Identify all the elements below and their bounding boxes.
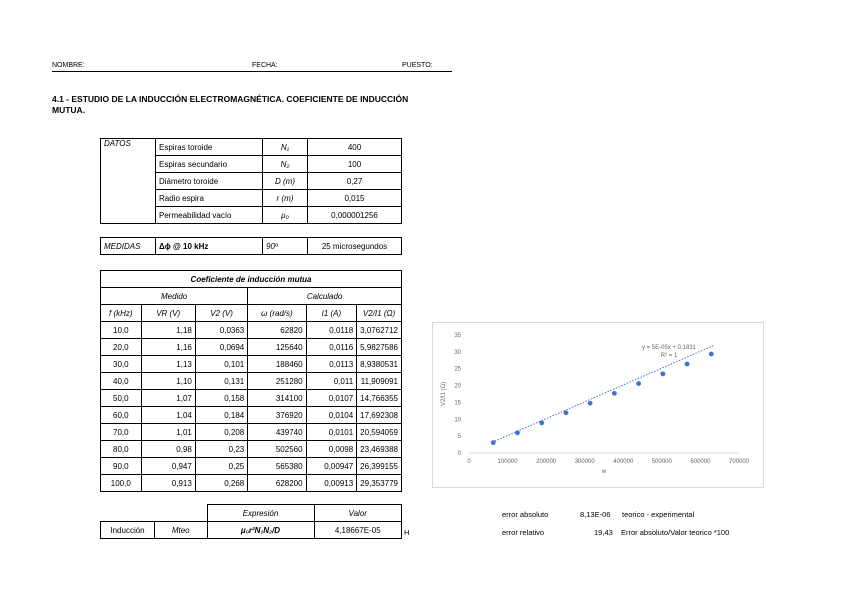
datos-row	[101, 139, 402, 156]
table-row	[101, 441, 402, 458]
datos-name: Radio espira	[156, 190, 263, 207]
table-cell: 188460	[248, 356, 306, 373]
unit-h: H	[404, 528, 410, 537]
table-cell: 0,0098	[306, 441, 357, 458]
table-cell: 0,0363	[195, 322, 247, 339]
datos-symbol: μ₀	[263, 207, 308, 224]
table-cell: 0,0104	[306, 407, 357, 424]
table-cell: 0,0694	[195, 339, 247, 356]
table-cell: 50,0	[101, 390, 142, 407]
datos-symbol: D (m)	[263, 173, 308, 190]
table-cell: 0,158	[195, 390, 247, 407]
section-title: 4.1 - ESTUDIO DE LA INDUCCIÓN ELECTROMAGNÉTICA. COEFICIENTE DE INDUCCIÓN MUTUA.	[52, 94, 409, 115]
coef-col-header: VR (V)	[141, 305, 195, 322]
table-cell: 29,353779	[357, 475, 402, 492]
medidas-label: MEDIDAS	[101, 238, 156, 255]
x-tick-label: 500000	[651, 459, 672, 465]
table-cell: 1,18	[141, 322, 195, 339]
datos-value: 0,015	[308, 190, 402, 207]
table-row	[101, 458, 402, 475]
table-cell: 0,913	[141, 475, 195, 492]
table-cell: 1,04	[141, 407, 195, 424]
fecha-label: FECHA:	[252, 62, 278, 69]
error-rel-value: 19,43	[594, 528, 613, 537]
error-rel-label: error relativo	[502, 528, 545, 537]
table-cell: 0,101	[195, 356, 247, 373]
header-line	[52, 62, 452, 72]
coef-calculado: Calculado	[248, 288, 402, 305]
table-row	[101, 373, 402, 390]
table-cell: 90,0	[101, 458, 142, 475]
table-cell: 314100	[248, 390, 306, 407]
scatter-chart	[433, 323, 763, 487]
x-axis-label: w	[601, 469, 607, 475]
nombre-label: NOMBRE:	[52, 62, 85, 69]
expr-formula: μ₀r²N₁N₂/D	[207, 522, 314, 539]
table-cell: 0,0118	[306, 322, 357, 339]
error-rel-note: Error absoluto/Valor teorico *100	[621, 528, 730, 537]
trend-r2: R² = 1	[660, 353, 678, 359]
value-head: Valor	[314, 505, 402, 522]
y-tick-label: 30	[454, 349, 461, 356]
datos-symbol: N₂	[263, 156, 308, 173]
table-cell: 30,0	[101, 356, 142, 373]
data-point	[685, 362, 690, 367]
data-point	[709, 352, 714, 357]
data-point	[539, 420, 544, 425]
table-cell: 1,10	[141, 373, 195, 390]
table-cell: 17,692308	[357, 407, 402, 424]
table-cell: 0,0101	[306, 424, 357, 441]
table-cell: 0,0107	[306, 390, 357, 407]
datos-name: Espiras toroide	[156, 139, 263, 156]
data-point	[612, 391, 617, 396]
datos-value: 100	[308, 156, 402, 173]
datos-label: DATOS	[101, 139, 156, 224]
medidas-table	[100, 237, 402, 255]
mteo-symbol: Mteo	[155, 522, 208, 539]
medidas-deg: 90º	[263, 238, 308, 255]
table-cell: 0,0116	[306, 339, 357, 356]
datos-name: Diámetro toroide	[156, 173, 263, 190]
chart-container	[432, 322, 764, 488]
table-row	[101, 356, 402, 373]
table-cell: 80,0	[101, 441, 142, 458]
x-tick-label: 700000	[728, 459, 750, 465]
table-cell: 439740	[248, 424, 306, 441]
expr-head: Expresión	[207, 505, 314, 522]
table-cell: 0,131	[195, 373, 247, 390]
table-cell: 0,00913	[306, 475, 357, 492]
table-cell: 0,0113	[306, 356, 357, 373]
table-cell: 20,0	[101, 339, 142, 356]
datos-value: 400	[308, 139, 402, 156]
table-cell: 1,13	[141, 356, 195, 373]
coef-col-header: V2 (V)	[195, 305, 247, 322]
table-row	[101, 390, 402, 407]
x-tick-label: 200000	[536, 459, 557, 465]
table-cell: 0,268	[195, 475, 247, 492]
x-tick-label: 0	[467, 459, 471, 465]
table-cell: 1,07	[141, 390, 195, 407]
table-cell: 0,208	[195, 424, 247, 441]
table-row	[101, 424, 402, 441]
table-cell: 10,0	[101, 322, 142, 339]
y-tick-label: 35	[454, 333, 461, 339]
data-point	[636, 381, 641, 386]
medidas-time: 25 microsegundos	[308, 238, 402, 255]
y-tick-label: 25	[454, 366, 461, 373]
table-cell: 62820	[248, 322, 306, 339]
table-row	[101, 407, 402, 424]
table-cell: 376920	[248, 407, 306, 424]
table-cell: 125640	[248, 339, 306, 356]
table-cell: 11,909091	[357, 373, 402, 390]
table-cell: 0,184	[195, 407, 247, 424]
table-cell: 0,23	[195, 441, 247, 458]
table-cell: 0,947	[141, 458, 195, 475]
datos-name: Permeabilidad vacío	[156, 207, 263, 224]
coef-col-header: f (kHz)	[101, 305, 142, 322]
trend-equation: y = 5E-05x + 0,1831	[641, 345, 697, 351]
table-cell: 3,0762712	[357, 322, 402, 339]
coef-title: Coeficiente de inducción mutua	[101, 271, 402, 288]
datos-symbol: N₁	[263, 139, 308, 156]
table-row	[101, 475, 402, 492]
table-cell: 1,01	[141, 424, 195, 441]
table-cell: 565380	[248, 458, 306, 475]
datos-name: Espiras secundario	[156, 156, 263, 173]
table-cell: 5,9827586	[357, 339, 402, 356]
table-cell: 502560	[248, 441, 306, 458]
coef-col-header: V2/I1 (Ω)	[357, 305, 402, 322]
table-cell: 1,16	[141, 339, 195, 356]
table-cell: 0,98	[141, 441, 195, 458]
datos-value: 0,27	[308, 173, 402, 190]
expr-table	[100, 504, 402, 539]
x-tick-label: 600000	[690, 459, 711, 465]
table-cell: 60,0	[101, 407, 142, 424]
error-abs-note: teorico - experimental	[622, 510, 695, 519]
x-tick-label: 400000	[613, 459, 634, 465]
data-point	[588, 401, 593, 406]
data-point	[660, 371, 665, 376]
table-cell: 0,011	[306, 373, 357, 390]
table-cell: 26,399155	[357, 458, 402, 475]
y-tick-label: 10	[454, 417, 461, 424]
puesto-label: PUESTO:	[402, 62, 433, 69]
coef-medido: Medido	[101, 288, 248, 305]
datos-table	[100, 138, 402, 224]
y-tick-label: 20	[454, 383, 461, 390]
table-cell: 20,594059	[357, 424, 402, 441]
table-row	[101, 322, 402, 339]
y-tick-label: 0	[457, 451, 461, 457]
induccion-label: Inducción	[101, 522, 155, 539]
table-cell: 8,9380531	[357, 356, 402, 373]
table-row	[101, 339, 402, 356]
data-point	[564, 410, 569, 415]
y-tick-label: 15	[454, 400, 461, 407]
table-cell: 40,0	[101, 373, 142, 390]
y-axis-label: V2/I1 (Ω)	[441, 381, 447, 407]
expr-value: 4,18667E-05	[314, 522, 402, 539]
coef-col-header: I1 (A)	[306, 305, 357, 322]
data-point	[491, 440, 496, 445]
table-cell: 100,0	[101, 475, 142, 492]
x-tick-label: 100000	[497, 459, 518, 465]
data-point	[515, 430, 520, 435]
trendline	[492, 345, 714, 442]
table-cell: 0,25	[195, 458, 247, 475]
error-abs-label: error absoluto	[502, 510, 549, 519]
coef-col-header: ω (rad/s)	[248, 305, 306, 322]
table-cell: 14,766355	[357, 390, 402, 407]
coef-table	[100, 270, 402, 492]
medidas-phi: Δϕ @ 10 kHz	[156, 238, 263, 255]
error-abs-value: 8,13E-06	[580, 510, 611, 519]
table-cell: 0,00947	[306, 458, 357, 475]
table-cell: 251280	[248, 373, 306, 390]
table-cell: 628200	[248, 475, 306, 492]
table-cell: 70,0	[101, 424, 142, 441]
table-cell: 23,469388	[357, 441, 402, 458]
x-tick-label: 300000	[574, 459, 595, 465]
y-tick-label: 5	[457, 434, 461, 441]
datos-value: 0,000001256	[308, 207, 402, 224]
datos-symbol: r (m)	[263, 190, 308, 207]
